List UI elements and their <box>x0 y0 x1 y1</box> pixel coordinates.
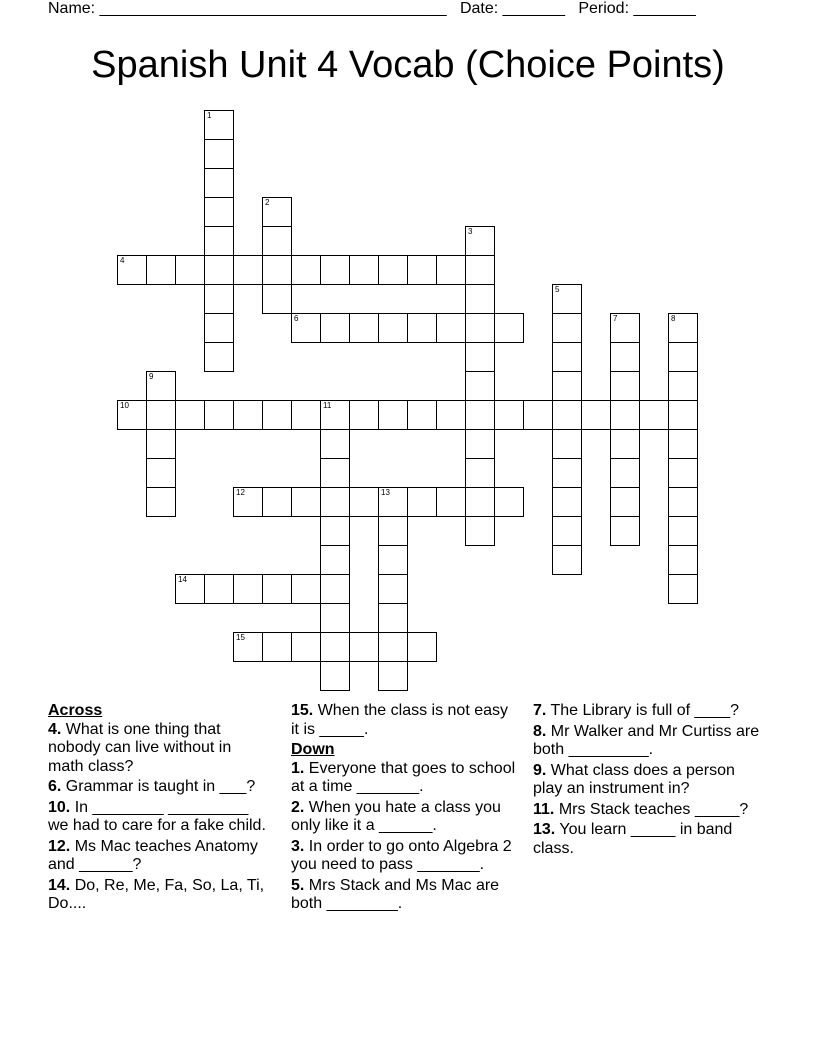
clue-number: 7. <box>533 702 547 719</box>
grid-cell[interactable] <box>407 255 437 285</box>
grid-cell[interactable] <box>639 400 669 430</box>
period-label: Period: <box>578 0 630 17</box>
grid-cell[interactable] <box>552 342 582 372</box>
grid-cell[interactable] <box>552 371 582 401</box>
clue-text: What is one thing that nobody can live without in math class? <box>48 720 232 775</box>
grid-cell[interactable] <box>465 226 495 256</box>
grid-cell[interactable] <box>262 284 292 314</box>
grid-cell[interactable] <box>407 487 437 517</box>
grid-cell[interactable] <box>668 400 698 430</box>
grid-cell[interactable] <box>320 255 350 285</box>
grid-cell[interactable] <box>320 603 350 633</box>
clue-across-14 <box>48 877 270 914</box>
grid-cell[interactable] <box>465 516 495 546</box>
grid-cell[interactable] <box>465 313 495 343</box>
grid-cell[interactable] <box>204 110 234 140</box>
grid-cell[interactable] <box>233 632 263 662</box>
grid-cell[interactable] <box>175 400 205 430</box>
cell-number: 12 <box>236 488 245 497</box>
grid-cell[interactable] <box>378 255 408 285</box>
clue-down-9 <box>533 762 763 799</box>
clue-text: When the class is not easy it is _____. <box>291 702 509 738</box>
grid-cell[interactable] <box>465 458 495 488</box>
grid-cell[interactable] <box>204 168 234 198</box>
grid-cell[interactable] <box>378 574 408 604</box>
clue-down-5 <box>291 877 519 914</box>
grid-cell[interactable] <box>552 516 582 546</box>
clue-number: 8. <box>533 722 547 740</box>
grid-cell[interactable] <box>233 487 263 517</box>
clue-number: 5. <box>291 876 305 894</box>
grid-cell[interactable] <box>610 429 640 459</box>
clues-column-1 <box>48 702 270 916</box>
cell-number: 7 <box>613 314 618 323</box>
clue-number: 15. <box>291 702 314 719</box>
grid-cell[interactable] <box>262 632 292 662</box>
clue-number: 2. <box>291 798 305 816</box>
grid-cell[interactable] <box>233 574 263 604</box>
grid-cell[interactable] <box>610 458 640 488</box>
date-line[interactable]: _______ <box>502 0 565 17</box>
clue-down-8 <box>533 723 763 760</box>
clue-number: 6. <box>48 778 62 795</box>
grid-cell[interactable] <box>146 400 176 430</box>
grid-cell[interactable] <box>552 458 582 488</box>
grid-cell[interactable] <box>378 661 408 691</box>
down-heading: Down <box>291 741 335 758</box>
clues-column-3 <box>533 702 763 860</box>
grid-cell[interactable] <box>204 139 234 169</box>
grid-cell[interactable] <box>320 429 350 459</box>
grid-cell[interactable] <box>610 371 640 401</box>
grid-cell[interactable] <box>610 487 640 517</box>
cell-number: 4 <box>120 256 125 265</box>
grid-cell[interactable] <box>320 313 350 343</box>
grid-cell[interactable] <box>349 255 379 285</box>
clue-text: Mr Walker and Mr Curtiss are both _________. <box>533 722 760 758</box>
grid-cell[interactable] <box>320 545 350 575</box>
grid-cell[interactable] <box>320 516 350 546</box>
cell-number: 1 <box>207 111 212 120</box>
grid-cell[interactable] <box>610 342 640 372</box>
grid-cell[interactable] <box>668 371 698 401</box>
clue-text: Mrs Stack teaches _____? <box>558 800 749 818</box>
grid-cell[interactable] <box>291 487 321 517</box>
clue-down-13 <box>533 821 763 858</box>
cell-number: 3 <box>468 227 473 236</box>
clue-down-2 <box>291 799 519 836</box>
clue-text: The Library is full of ____? <box>550 702 740 719</box>
grid-cell[interactable] <box>494 313 524 343</box>
clue-number: 13. <box>533 821 556 838</box>
grid-cell[interactable] <box>378 516 408 546</box>
grid-cell[interactable] <box>233 400 263 430</box>
grid-cell[interactable] <box>378 313 408 343</box>
grid-cell[interactable] <box>465 429 495 459</box>
clue-across-15 <box>291 702 519 739</box>
grid-cell[interactable] <box>204 342 234 372</box>
grid-cell[interactable] <box>117 400 147 430</box>
cell-number: 11 <box>323 401 332 410</box>
across-heading: Across <box>48 702 103 719</box>
grid-cell[interactable] <box>204 255 234 285</box>
grid-cell[interactable] <box>436 487 466 517</box>
grid-cell[interactable] <box>262 487 292 517</box>
grid-cell[interactable] <box>668 429 698 459</box>
clue-down-1 <box>291 760 519 797</box>
grid-cell[interactable] <box>204 226 234 256</box>
name-label: Name: <box>48 0 96 17</box>
puzzle-title: Spanish Unit 4 Vocab (Choice Points) <box>91 44 725 86</box>
grid-cell[interactable] <box>407 400 437 430</box>
grid-cell[interactable] <box>523 400 553 430</box>
grid-cell[interactable] <box>407 632 437 662</box>
grid-cell[interactable] <box>668 574 698 604</box>
grid-cell[interactable] <box>407 313 437 343</box>
grid-cell[interactable] <box>552 284 582 314</box>
clue-text: Ms Mac teaches Anatomy and ______? <box>48 837 258 873</box>
grid-cell[interactable] <box>552 487 582 517</box>
clue-across-10 <box>48 799 270 836</box>
grid-cell[interactable] <box>320 574 350 604</box>
clue-text: Grammar is taught in ___? <box>65 778 256 795</box>
grid-cell[interactable] <box>175 255 205 285</box>
grid-cell[interactable] <box>610 400 640 430</box>
grid-cell[interactable] <box>146 429 176 459</box>
grid-cell[interactable] <box>610 313 640 343</box>
grid-cell[interactable] <box>581 400 611 430</box>
grid-cell[interactable] <box>668 487 698 517</box>
grid-cell[interactable] <box>320 632 350 662</box>
cell-number: 2 <box>265 198 270 207</box>
clue-text: When you hate a class you only like it a ______. <box>291 798 501 834</box>
clue-text: Do, Re, Me, Fa, So, La, Ti, Do.... <box>48 876 265 912</box>
grid-cell[interactable] <box>204 313 234 343</box>
grid-cell[interactable] <box>349 313 379 343</box>
clue-text: Mrs Stack and Ms Mac are both ________. <box>291 876 500 912</box>
grid-cell[interactable] <box>291 574 321 604</box>
grid-cell[interactable] <box>262 197 292 227</box>
grid-cell[interactable] <box>117 255 147 285</box>
grid-cell[interactable] <box>465 400 495 430</box>
name-line[interactable]: _______________________________________ <box>99 0 447 17</box>
clue-number: 9. <box>533 761 547 779</box>
grid-cell[interactable] <box>233 255 263 285</box>
grid-cell[interactable] <box>204 400 234 430</box>
grid-cell[interactable] <box>378 400 408 430</box>
period-line[interactable]: _______ <box>633 0 696 17</box>
cell-number: 8 <box>671 314 676 323</box>
grid-cell[interactable] <box>552 545 582 575</box>
clue-down-7 <box>533 702 763 721</box>
clue-number: 14. <box>48 876 71 894</box>
grid-cell[interactable] <box>146 371 176 401</box>
grid-cell[interactable] <box>320 400 350 430</box>
grid-cell[interactable] <box>262 400 292 430</box>
clue-text: What class does a person play an instrument in? <box>533 761 735 797</box>
grid-cell[interactable] <box>146 487 176 517</box>
grid-cell[interactable] <box>610 516 640 546</box>
grid-cell[interactable] <box>668 516 698 546</box>
grid-cell[interactable] <box>668 313 698 343</box>
cell-number: 9 <box>149 372 154 381</box>
grid-cell[interactable] <box>320 487 350 517</box>
clue-across-6 <box>48 778 270 797</box>
grid-cell[interactable] <box>465 342 495 372</box>
clue-down-11 <box>533 801 763 820</box>
grid-cell[interactable] <box>465 284 495 314</box>
clue-across-12 <box>48 838 270 875</box>
grid-cell[interactable] <box>436 313 466 343</box>
grid-cell[interactable] <box>465 371 495 401</box>
grid-cell[interactable] <box>175 574 205 604</box>
cell-number: 6 <box>294 314 299 323</box>
clue-number: 12. <box>48 837 71 855</box>
clue-number: 10. <box>48 798 71 816</box>
clues-column-2 <box>291 702 519 916</box>
cell-number: 15 <box>236 633 245 642</box>
date-label: Date: <box>459 0 499 17</box>
grid-cell[interactable] <box>262 226 292 256</box>
grid-cell[interactable] <box>436 255 466 285</box>
cell-number: 5 <box>555 285 560 294</box>
grid-cell[interactable] <box>349 487 379 517</box>
grid-cell[interactable] <box>291 400 321 430</box>
grid-cell[interactable] <box>552 429 582 459</box>
clue-across-4 <box>48 721 270 777</box>
grid-cell[interactable] <box>349 632 379 662</box>
grid-cell[interactable] <box>494 487 524 517</box>
clue-text: In ________ _________ we had to care for a fake child. <box>48 798 266 834</box>
grid-cell[interactable] <box>378 487 408 517</box>
grid-cell[interactable] <box>146 458 176 488</box>
clue-text: Everyone that goes to school at a time _______. <box>291 759 516 795</box>
grid-cell[interactable] <box>378 545 408 575</box>
grid-cell[interactable] <box>204 197 234 227</box>
grid-cell[interactable] <box>291 632 321 662</box>
grid-cell[interactable] <box>204 284 234 314</box>
clue-down-3 <box>291 838 519 875</box>
grid-cell[interactable] <box>668 342 698 372</box>
clue-number: 3. <box>291 837 305 855</box>
grid-cell[interactable] <box>465 487 495 517</box>
clue-number: 1. <box>291 759 305 777</box>
clue-text: In order to go onto Algebra 2 you need to pass _______. <box>291 837 512 873</box>
grid-cell[interactable] <box>668 458 698 488</box>
grid-cell[interactable] <box>378 603 408 633</box>
clue-number: 11. <box>533 800 555 818</box>
grid-cell[interactable] <box>378 632 408 662</box>
clue-text: You learn _____ in band class. <box>533 821 733 857</box>
grid-cell[interactable] <box>552 313 582 343</box>
clue-number: 4. <box>48 720 62 738</box>
cell-number: 13 <box>381 488 390 497</box>
grid-cell[interactable] <box>465 255 495 285</box>
grid-cell[interactable] <box>320 458 350 488</box>
grid-cell[interactable] <box>204 574 234 604</box>
grid-cell[interactable] <box>262 574 292 604</box>
grid-cell[interactable] <box>262 255 292 285</box>
grid-cell[interactable] <box>320 661 350 691</box>
grid-cell[interactable] <box>146 255 176 285</box>
grid-cell[interactable] <box>349 400 379 430</box>
cell-number: 10 <box>120 401 129 410</box>
grid-cell[interactable] <box>291 255 321 285</box>
grid-cell[interactable] <box>494 400 524 430</box>
grid-cell[interactable] <box>668 545 698 575</box>
cell-number: 14 <box>178 575 187 584</box>
grid-cell[interactable] <box>552 400 582 430</box>
grid-cell[interactable] <box>436 400 466 430</box>
grid-cell[interactable] <box>291 313 321 343</box>
